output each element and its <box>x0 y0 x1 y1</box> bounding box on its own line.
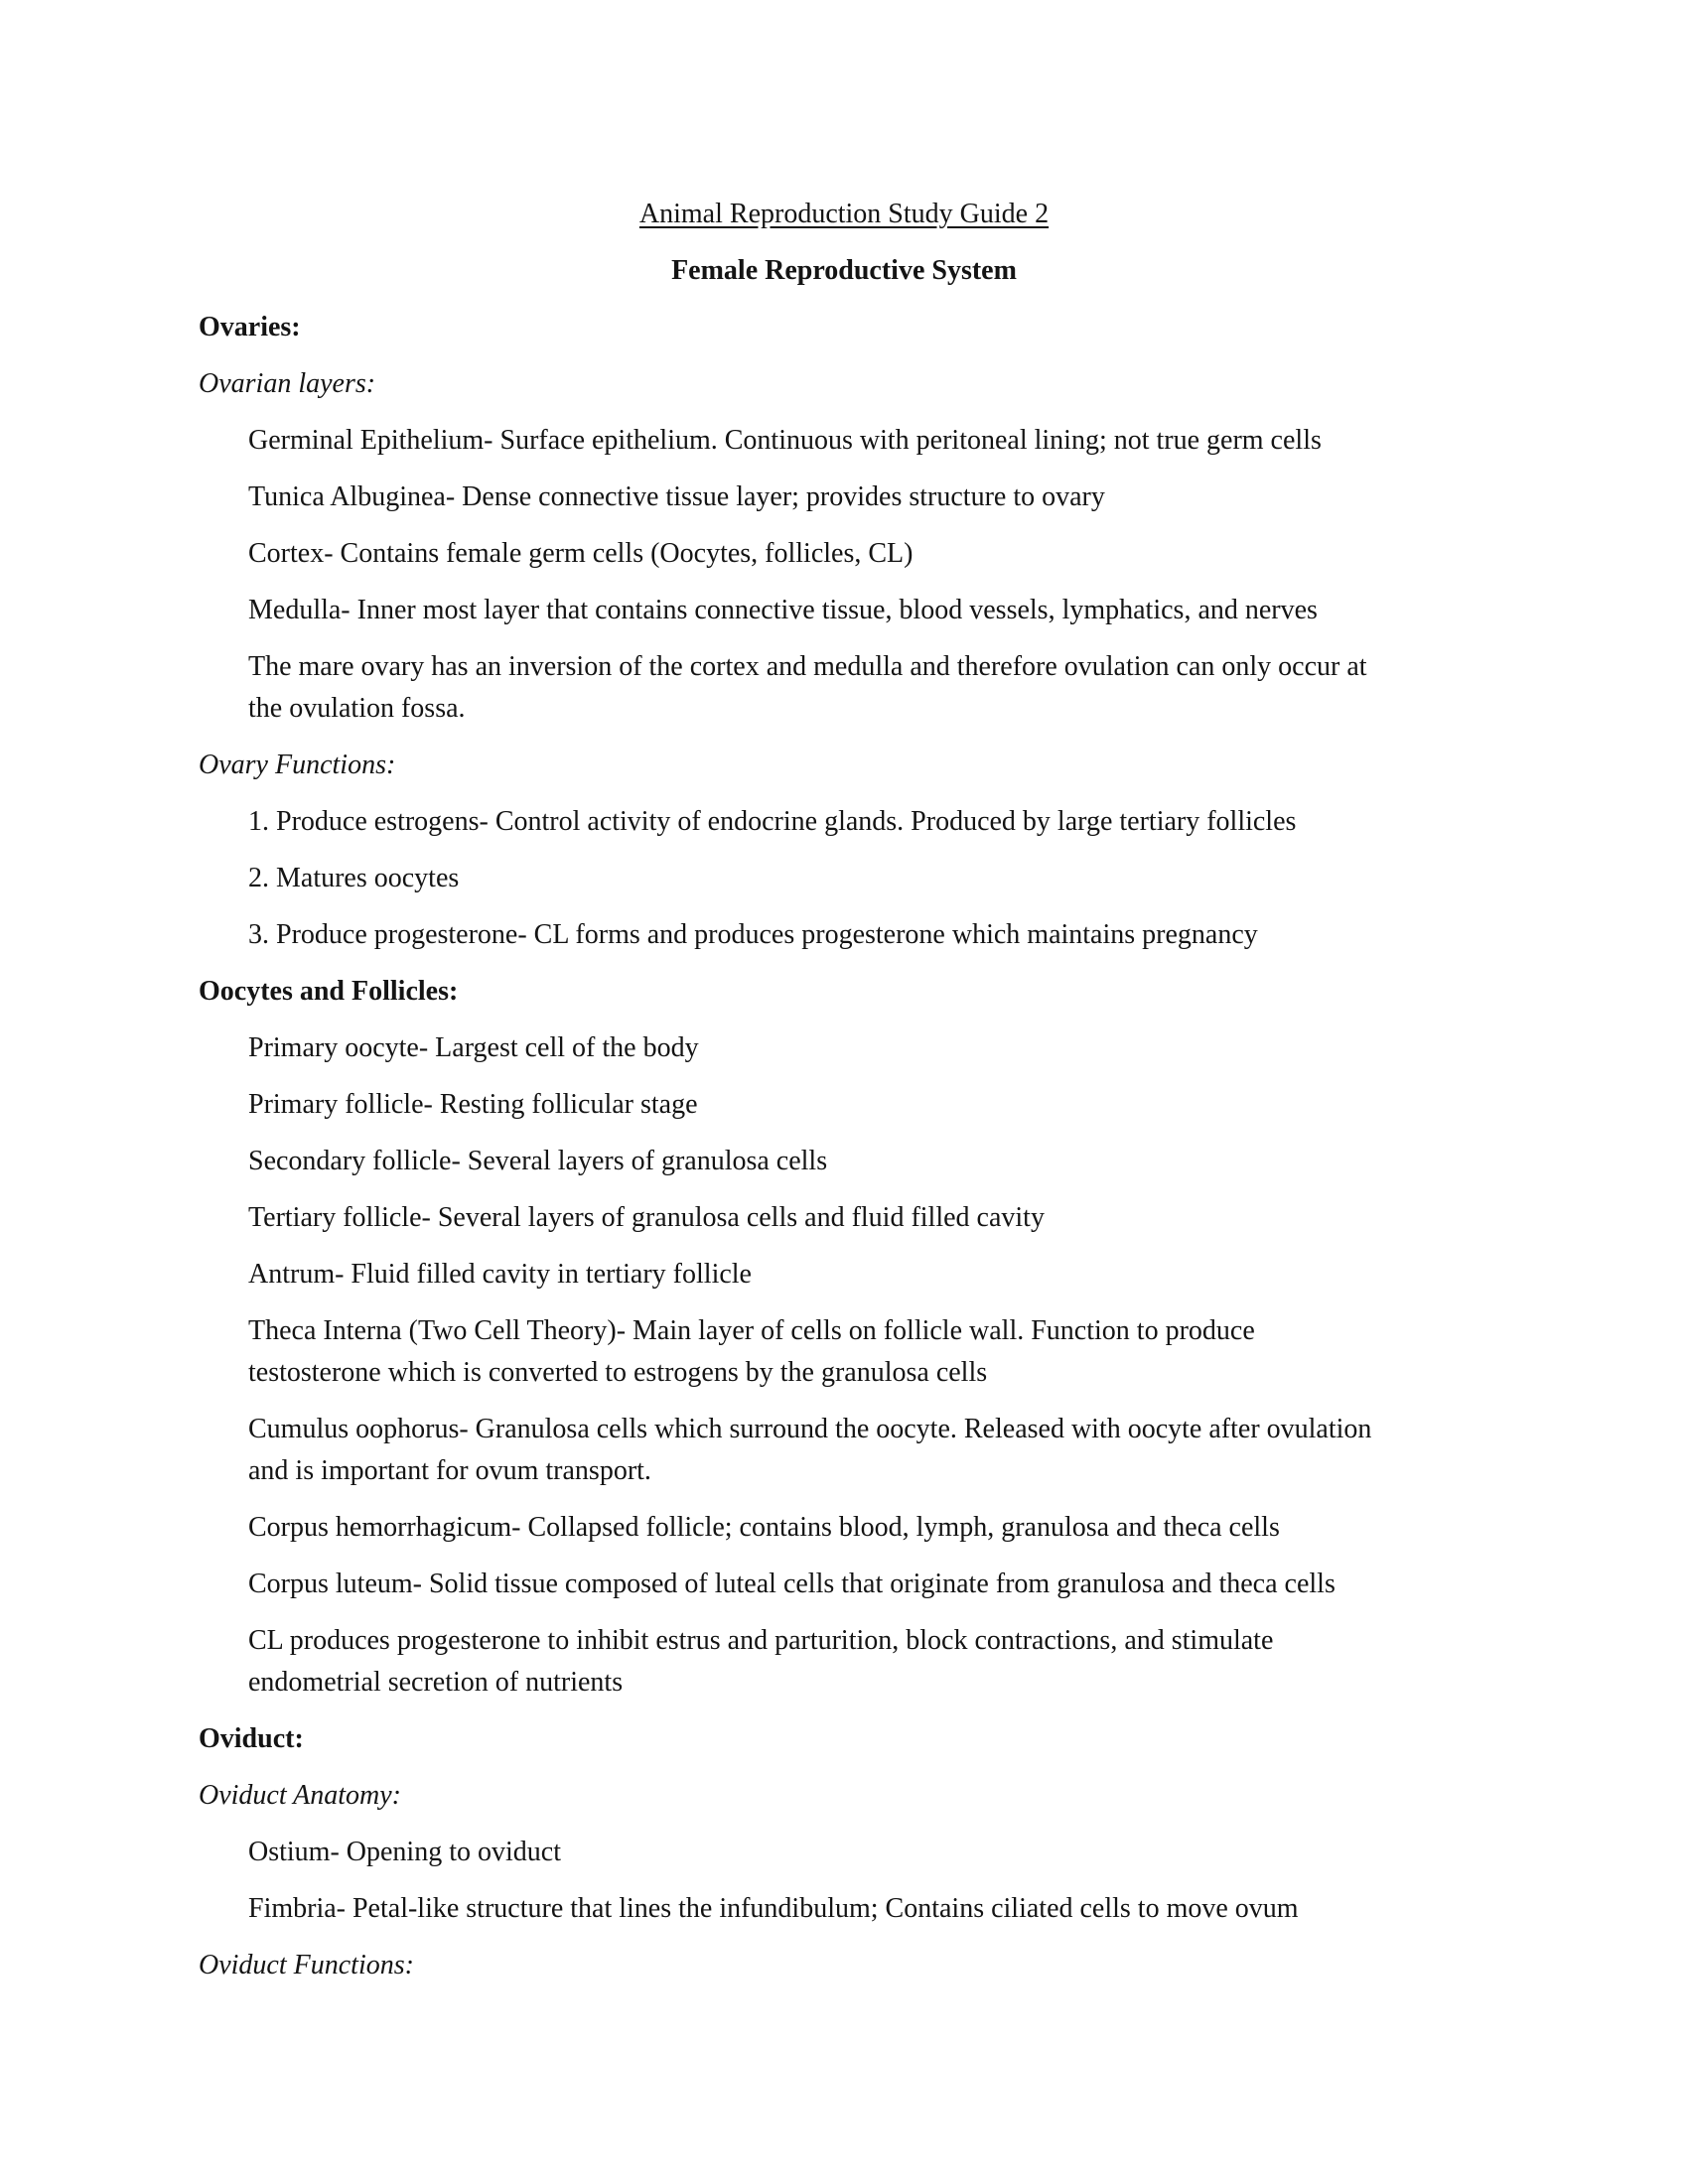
list-item: Corpus hemorrhagicum- Collapsed follicle; contains blood, lymph, granulosa and theca cells <box>248 1512 1280 1543</box>
paragraph-line: the ovulation fossa. <box>248 693 466 724</box>
document-title: Animal Reproduction Study Guide 2 <box>638 199 1050 229</box>
list-item: 1. Produce estrogens- Control activity of endocrine glands. Produced by large tertiary follicles <box>248 806 1297 837</box>
list-item: Corpus luteum- Solid tissue composed of luteal cells that originate from granulosa and theca cells <box>248 1569 1336 1599</box>
paragraph-line: Theca Interna (Two Cell Theory)- Main layer of cells on follicle wall. Function to produce <box>248 1315 1255 1346</box>
list-item: Germinal Epithelium- Surface epithelium. Continuous with peritoneal lining; not true germ cells <box>248 425 1322 456</box>
list-item: Cortex- Contains female germ cells (Oocytes, follicles, CL) <box>248 538 914 569</box>
list-item: 2. Matures oocytes <box>248 863 460 893</box>
subheading-ovarian-layers: Ovarian layers: <box>199 368 376 399</box>
paragraph-line: Cumulus oophorus- Granulosa cells which surround the oocyte. Released with oocyte after ovulation <box>248 1414 1372 1444</box>
subheading-oviduct-functions: Oviduct Functions: <box>199 1950 414 1980</box>
list-item: Tertiary follicle- Several layers of granulosa cells and fluid filled cavity <box>248 1202 1045 1233</box>
document-subtitle: Female Reproductive System <box>671 255 1017 286</box>
paragraph-line: The mare ovary has an inversion of the cortex and medulla and therefore ovulation can only occur at <box>248 651 1367 682</box>
list-item: Primary oocyte- Largest cell of the body <box>248 1032 699 1063</box>
paragraph-line: and is important for ovum transport. <box>248 1455 651 1486</box>
list-item: Primary follicle- Resting follicular stage <box>248 1089 698 1120</box>
list-item: Secondary follicle- Several layers of granulosa cells <box>248 1146 828 1176</box>
paragraph-line: endometrial secretion of nutrients <box>248 1667 624 1698</box>
list-item: Medulla- Inner most layer that contains connective tissue, blood vessels, lymphatics, and nerves <box>248 595 1318 625</box>
section-heading-oocytes-follicles: Oocytes and Follicles: <box>199 976 459 1007</box>
list-item: Fimbria- Petal-like structure that lines the infundibulum; Contains ciliated cells to move ovum <box>248 1893 1299 1924</box>
list-item: Ostium- Opening to oviduct <box>248 1837 561 1867</box>
subheading-oviduct-anatomy: Oviduct Anatomy: <box>199 1780 401 1811</box>
list-item: 3. Produce progesterone- CL forms and produces progesterone which maintains pregnancy <box>248 919 1258 950</box>
paragraph-line: testosterone which is converted to estrogens by the granulosa cells <box>248 1357 988 1388</box>
subheading-ovary-functions: Ovary Functions: <box>199 750 396 780</box>
list-item: Tunica Albuginea- Dense connective tissue layer; provides structure to ovary <box>248 481 1105 512</box>
list-item: Antrum- Fluid filled cavity in tertiary follicle <box>248 1259 752 1290</box>
section-heading-oviduct: Oviduct: <box>199 1723 304 1754</box>
section-heading-ovaries: Ovaries: <box>199 312 301 342</box>
paragraph-line: CL produces progesterone to inhibit estrus and parturition, block contractions, and stimulate <box>248 1625 1274 1656</box>
